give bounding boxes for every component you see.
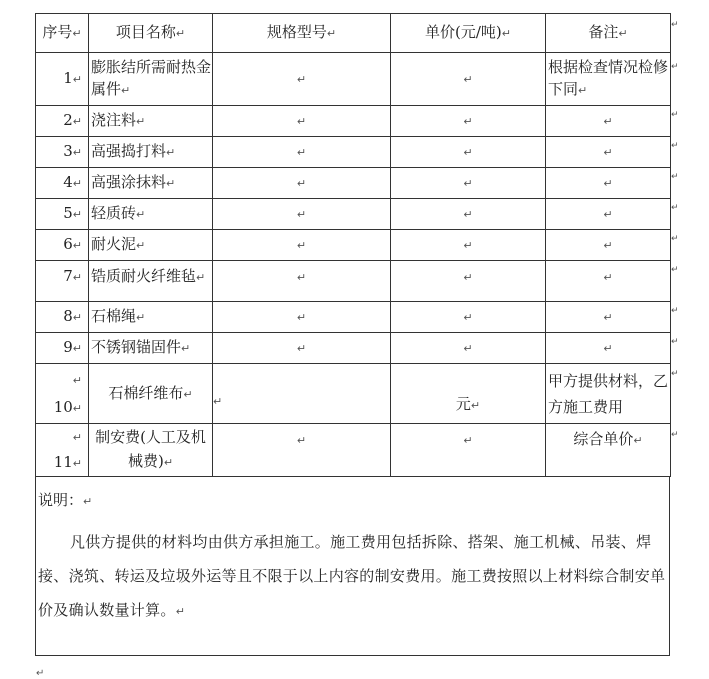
header-spec: 规格型号↵ [213,14,391,53]
row-end-mark: ↵ [671,430,679,440]
row-name: 制安费(人工及机械费)↵ [89,424,213,477]
row-end-mark: ↵ [671,265,679,275]
row-end-mark: ↵ [671,369,679,379]
row-end-mark: ↵ [671,20,679,30]
row-price: ↵ [391,333,546,364]
table-row [36,261,671,302]
row-remark: ↵ [546,137,671,168]
row-no: 1↵ [36,53,89,106]
row-end-mark: ↵ [671,203,679,213]
row-spec: ↵ [213,230,391,261]
row-price: ↵ [391,137,546,168]
row-no: 2↵ [36,106,89,137]
row-name: 石棉绳↵ [89,302,213,333]
row-price: ↵ [391,106,546,137]
row-spec: ↵ [213,364,391,424]
row-price: ↵ [391,199,546,230]
row-end-mark: ↵ [671,172,679,182]
table-row [36,302,671,333]
row-end-mark: ↵ [671,141,679,151]
table-row [36,333,671,364]
table-row [36,364,671,424]
row-remark: 根据检查情况检修下同↵ [546,53,671,106]
row-remark: ↵ [546,106,671,137]
table-row [36,424,671,477]
row-name: 锆质耐火纤维毡↵ [89,261,213,302]
table-row [36,137,671,168]
material-table [35,13,671,477]
notes-label: 说明：↵ [38,491,93,509]
quote-table-sheet [35,13,670,655]
row-spec: ↵ [213,333,391,364]
row-name: 耐火泥↵ [89,230,213,261]
row-no: 9↵ [36,333,89,364]
table-row [36,230,671,261]
row-no: ↵ 10↵ [36,364,89,424]
row-remark: 甲方提供材料，乙方施工费用 [546,364,671,424]
row-spec: ↵ [213,106,391,137]
row-name: 高强捣打料↵ [89,137,213,168]
row-no: 6↵ [36,230,89,261]
row-spec: ↵ [213,168,391,199]
row-name: 膨胀结所需耐热金属件↵ [89,53,213,106]
header-no: 序号↵ [36,14,89,53]
row-price: ↵ [391,168,546,199]
row-spec: ↵ [213,137,391,168]
table-row [36,168,671,199]
row-no: 8↵ [36,302,89,333]
row-remark: ↵ [546,302,671,333]
document-end-mark: ↵ [36,668,45,679]
row-price: ↵ [391,53,546,106]
header-remark: 备注↵ [546,14,671,53]
table-row [36,53,671,106]
row-price: ↵ [391,302,546,333]
table-row [36,199,671,230]
row-name: 轻质砖↵ [89,199,213,230]
row-name: 浇注料↵ [89,106,213,137]
row-end-mark: ↵ [671,306,679,316]
row-price: 元↵ [391,364,546,424]
row-remark: ↵ [546,199,671,230]
row-name: 石棉纤维布↵ [89,364,213,424]
row-remark: ↵ [546,333,671,364]
row-no: 5↵ [36,199,89,230]
row-name: 高强涂抹料↵ [89,168,213,199]
row-spec: ↵ [213,53,391,106]
row-name: 不锈钢锚固件↵ [89,333,213,364]
header-price: 单价(元/吨)↵ [391,14,546,53]
row-remark: ↵ [546,261,671,302]
row-end-mark: ↵ [671,337,679,347]
table-header-row [36,14,671,53]
row-remark: ↵ [546,230,671,261]
row-end-mark: ↵ [671,234,679,244]
row-remark: 综合单价↵ [546,424,671,477]
row-no: 4↵ [36,168,89,199]
row-price: ↵ [391,261,546,302]
row-spec: ↵ [213,302,391,333]
row-spec: ↵ [213,261,391,302]
row-spec: ↵ [213,199,391,230]
row-end-mark: ↵ [671,110,679,120]
row-no: ↵ 11↵ [36,424,89,477]
notes-paragraph: 凡供方提供的材料均由供方承担施工。施工费用包括拆除、搭架、施工机械、吊装、焊接、浇筑、转运及垃圾外运等且不限于以上内容的制安费用。施工费按照以上材料综合制安单价及确认数量计算。↵ [38,533,666,619]
row-end-mark: ↵ [671,62,679,72]
row-no: 3↵ [36,137,89,168]
header-name: 项目名称↵ [89,14,213,53]
row-spec: ↵ [213,424,391,477]
table-row [36,106,671,137]
notes-box [35,477,670,656]
row-price: ↵ [391,424,546,477]
row-price: ↵ [391,230,546,261]
row-remark: ↵ [546,168,671,199]
row-no: 7↵ [36,261,89,302]
